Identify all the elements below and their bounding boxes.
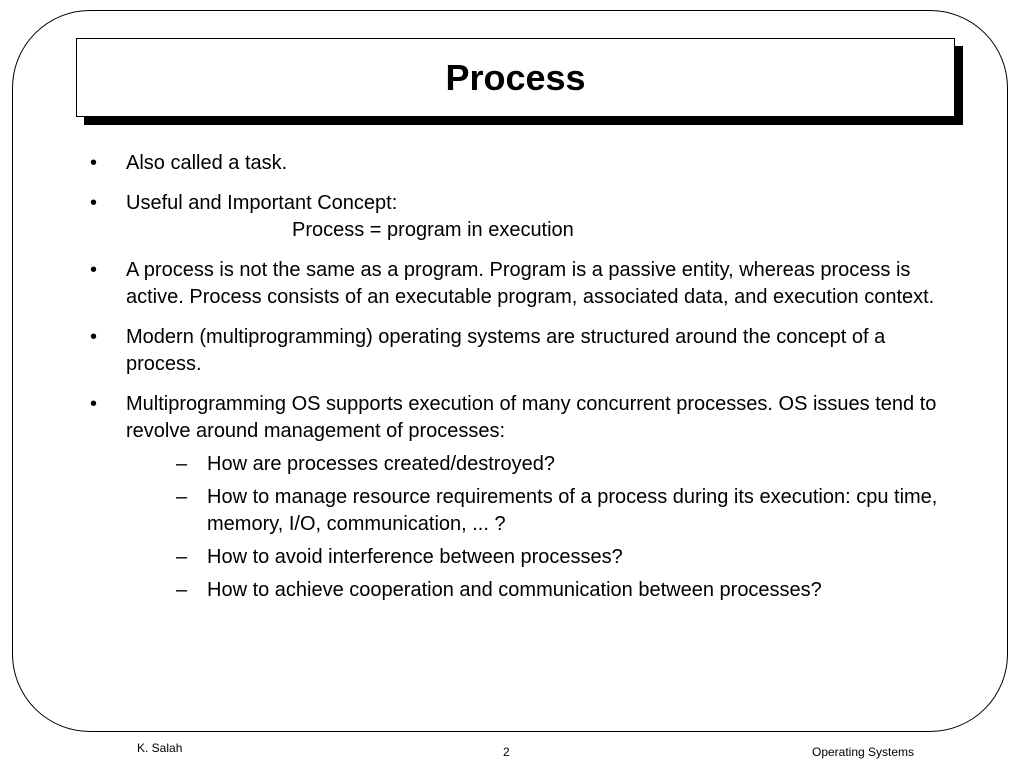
bullet-text: A process is not the same as a program. Program is a passive entity, whereas process is active. Process consists of an executable program, associated data, and execution context. (126, 259, 935, 308)
bullet-item (90, 190, 940, 244)
bullet-extra-text: Process = program in execution (292, 219, 574, 241)
dash-icon: – (176, 453, 188, 475)
dash-icon: – (176, 579, 188, 601)
bullet-text: Also called a task. (126, 152, 288, 174)
bullet-item (90, 391, 940, 604)
sub-bullet-item (126, 451, 940, 478)
dash-icon: – (176, 546, 188, 568)
footer-course-title: Operating Systems (812, 745, 915, 759)
sub-bullet-text: How to manage resource requirements of a process during its execution: cpu time, memory, I/O, communication, ... ? (207, 486, 938, 535)
footer-author: K. Salah (137, 741, 183, 755)
bullet-item (90, 324, 940, 378)
footer-page-number: 2 (503, 745, 510, 759)
bullet-item (90, 257, 940, 311)
sub-bullet-text: How are processes created/destroyed? (207, 453, 555, 475)
sub-bullet-text: How to achieve cooperation and communication between processes? (207, 579, 822, 601)
title-box (76, 38, 955, 117)
bullet-text: Modern (multiprogramming) operating systems are structured around the concept of a process. (126, 326, 886, 375)
bullet-item (90, 150, 940, 177)
bullet-dot-icon: • (90, 393, 98, 415)
sub-bullet-item (126, 544, 940, 571)
slide-content (90, 150, 940, 617)
sub-bullet-text: How to avoid interference between processes? (207, 546, 623, 568)
sub-bullet-item (126, 484, 940, 538)
sub-bullet-item (126, 577, 940, 604)
bullet-text: Multiprogramming OS supports execution of many concurrent processes. OS issues tend to revolve around management of processes: (126, 393, 937, 442)
bullet-dot-icon: • (90, 259, 98, 281)
bullet-dot-icon: • (90, 152, 98, 174)
bullet-text: Useful and Important Concept: (126, 192, 398, 214)
sub-bullet-list (126, 451, 940, 604)
dash-icon: – (176, 486, 188, 508)
bullet-dot-icon: • (90, 192, 98, 214)
slide-title: Process (445, 56, 586, 98)
bullet-dot-icon: • (90, 326, 98, 348)
